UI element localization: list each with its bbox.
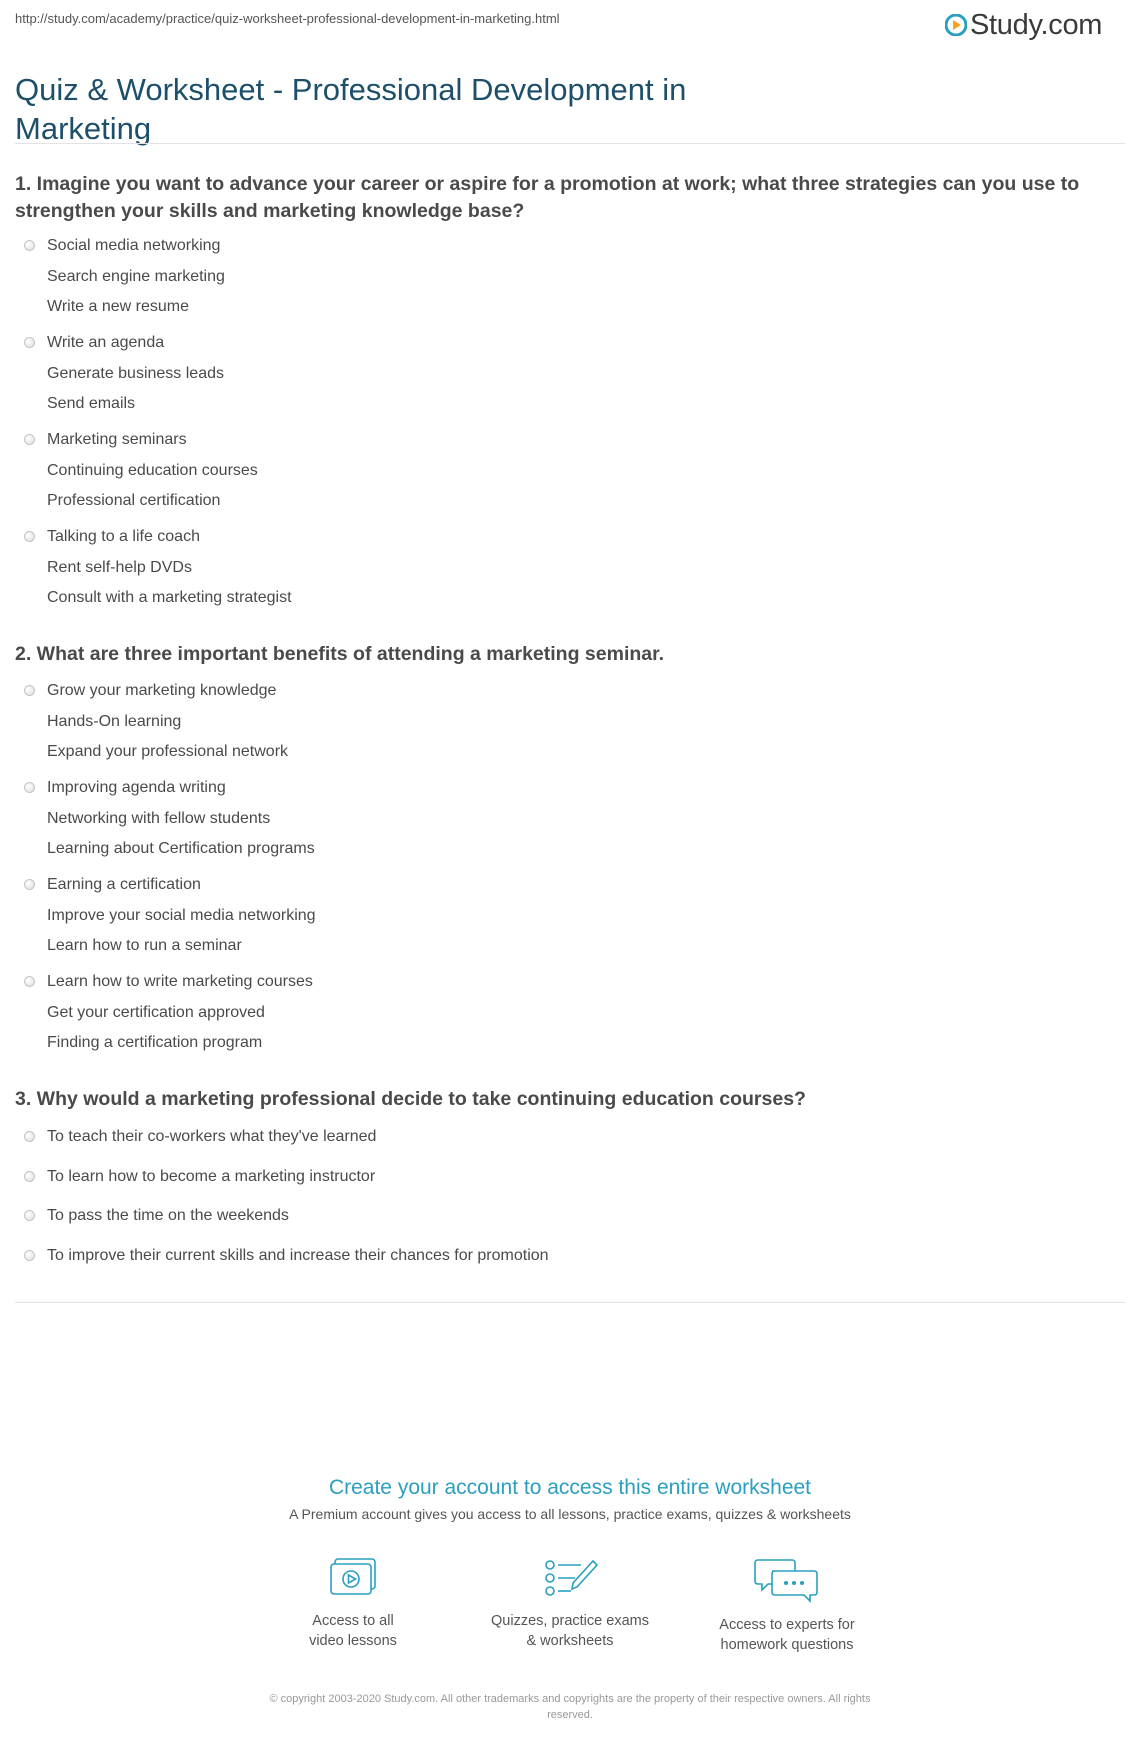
answer-option-text: Generate business leads bbox=[47, 364, 224, 382]
answer-option-text: Improving agenda writing bbox=[47, 779, 226, 796]
logo-text: Study.com bbox=[970, 9, 1103, 41]
answer-option-text: Earning a certification bbox=[47, 876, 201, 893]
answer-option[interactable] bbox=[18, 236, 1118, 328]
question-text: 3. Why would a marketing professional decide to take continuing education courses? bbox=[15, 1088, 806, 1110]
copyright bbox=[220, 1691, 920, 1723]
feature-label-line1: Access to all bbox=[312, 1613, 394, 1629]
feature-label-line2: & worksheets bbox=[526, 1633, 614, 1649]
cta-subtitle: A Premium account gives you access to all lessons, practice exams, quizzes & worksheets bbox=[289, 1506, 851, 1522]
cta-divider bbox=[15, 1302, 1125, 1303]
answer-option[interactable] bbox=[18, 681, 1118, 773]
radio-button[interactable] bbox=[24, 434, 35, 445]
radio-button[interactable] bbox=[24, 1250, 35, 1261]
title-divider bbox=[15, 143, 1125, 144]
answer-option[interactable] bbox=[18, 333, 1118, 425]
quiz-list-icon bbox=[541, 1557, 599, 1601]
copyright-line1: © copyright 2003-2020 Study.com. All other trademarks and copyrights are the property of their respective owners. All rights bbox=[269, 1693, 871, 1705]
answer-option-text: Expand your professional network bbox=[47, 743, 289, 760]
radio-button[interactable] bbox=[24, 1171, 35, 1182]
answer-option-text: Social media networking bbox=[47, 237, 221, 254]
study-logo[interactable] bbox=[945, 8, 1102, 42]
answer-option[interactable] bbox=[18, 527, 1118, 619]
answer-option-text: To improve their current skills and increase their chances for promotion bbox=[47, 1247, 549, 1264]
answer-option-text: To pass the time on the weekends bbox=[47, 1207, 289, 1224]
feature-label-line1: Quizzes, practice exams bbox=[491, 1613, 649, 1629]
answer-option[interactable] bbox=[18, 972, 1118, 1064]
answer-option-text: Search engine marketing bbox=[47, 267, 225, 285]
answer-option-text: Learning about Certification programs bbox=[47, 840, 315, 857]
answer-option-text: Professional certification bbox=[47, 492, 221, 509]
radio-button[interactable] bbox=[24, 1131, 35, 1142]
video-lessons-icon bbox=[327, 1557, 379, 1601]
feature-label-line2: video lessons bbox=[309, 1633, 397, 1649]
radio-button[interactable] bbox=[24, 879, 35, 890]
answer-option-text: To learn how to become a marketing instructor bbox=[47, 1168, 376, 1185]
answer-option-text: To teach their co-workers what they've learned bbox=[47, 1128, 377, 1145]
answer-option-text: Grow your marketing knowledge bbox=[47, 682, 277, 699]
cta-title[interactable]: Create your account to access this entire worksheet bbox=[328, 1476, 812, 1499]
feature-quizzes bbox=[470, 1557, 670, 1651]
radio-button[interactable] bbox=[24, 782, 35, 793]
radio-button[interactable] bbox=[24, 685, 35, 696]
radio-button[interactable] bbox=[24, 1210, 35, 1221]
answer-option-text: Send emails bbox=[47, 395, 136, 412]
answer-option-text: Write a new resume bbox=[47, 298, 189, 315]
page-url: http://study.com/academy/practice/quiz-worksheet-professional-development-in-marketing.html bbox=[15, 11, 560, 26]
answer-option-text: Get your certification approved bbox=[47, 1003, 265, 1021]
question-text: 2. What are three important benefits of attending a marketing seminar. bbox=[15, 643, 665, 665]
answer-option[interactable] bbox=[18, 430, 1118, 522]
chat-bubbles-icon bbox=[754, 1557, 820, 1605]
feature-video-lessons bbox=[253, 1557, 453, 1651]
answer-option-text: Learn how to write marketing courses bbox=[47, 973, 313, 990]
answer-option[interactable] bbox=[18, 1206, 1118, 1237]
answer-option-text: Talking to a life coach bbox=[47, 528, 200, 545]
answer-option-text: Consult with a marketing strategist bbox=[47, 589, 292, 606]
answer-option-text: Learn how to run a seminar bbox=[47, 937, 242, 954]
question-text: 1. Imagine you want to advance your career or aspire for a promotion at work; what three strategies can you use to strengthen your skills and marketing knowledge base? bbox=[15, 173, 1080, 222]
radio-button[interactable] bbox=[24, 976, 35, 987]
answer-option-text: Hands-On learning bbox=[47, 712, 182, 730]
answer-option-text: Marketing seminars bbox=[47, 431, 187, 448]
feature-label-line2: homework questions bbox=[720, 1637, 854, 1653]
answer-option[interactable] bbox=[18, 1246, 1118, 1277]
page-title: Quiz & Worksheet - Professional Development in Marketing bbox=[15, 72, 687, 146]
answer-option-text: Continuing education courses bbox=[47, 461, 258, 479]
answer-option-text: Rent self-help DVDs bbox=[47, 558, 192, 576]
answer-option[interactable] bbox=[18, 778, 1118, 870]
answer-option[interactable] bbox=[18, 1127, 1118, 1158]
radio-button[interactable] bbox=[24, 531, 35, 542]
answer-option-text: Finding a certification program bbox=[47, 1034, 263, 1051]
answer-option[interactable] bbox=[18, 875, 1118, 967]
answer-option-text: Networking with fellow students bbox=[47, 809, 271, 827]
copyright-line2: reserved. bbox=[547, 1709, 593, 1721]
radio-button[interactable] bbox=[24, 337, 35, 348]
answer-option-text: Write an agenda bbox=[47, 334, 165, 351]
answer-option[interactable] bbox=[18, 1167, 1118, 1198]
answer-option-text: Improve your social media networking bbox=[47, 906, 316, 924]
radio-button[interactable] bbox=[24, 240, 35, 251]
feature-experts bbox=[687, 1557, 887, 1655]
play-logo-icon bbox=[945, 14, 967, 36]
feature-label-line1: Access to experts for bbox=[719, 1617, 855, 1633]
